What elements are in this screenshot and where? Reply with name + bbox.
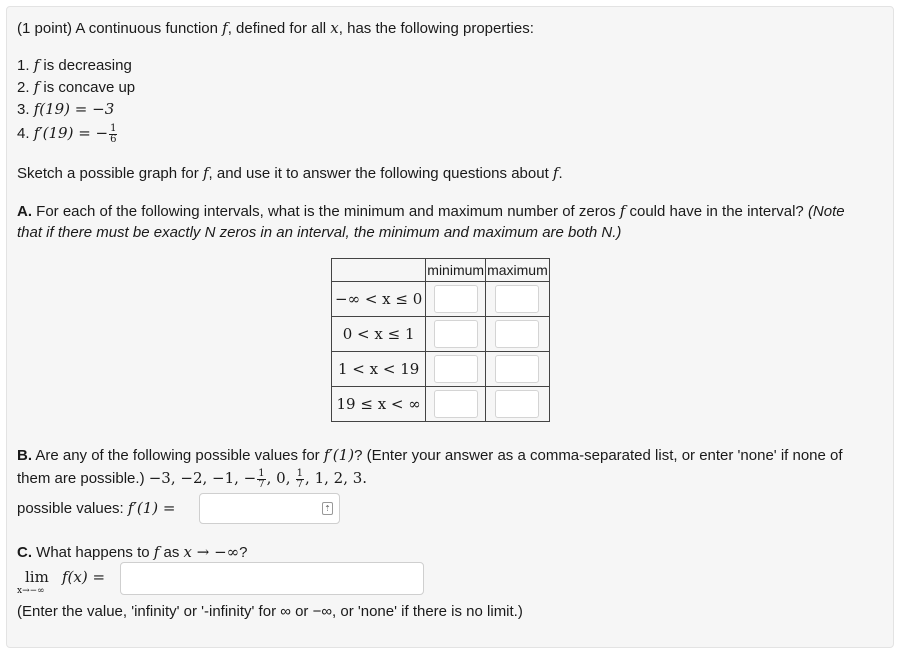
part-b-label: B. [17, 447, 32, 464]
part-c-help: (Enter the value, 'infinity' or '-infinity' for ∞ or −∞, or 'none' if there is no limit.) [17, 603, 523, 620]
zeros-table [331, 258, 550, 422]
possible-values-input[interactable] [199, 493, 340, 524]
part-a-pre: For each of the following intervals, what is the minimum and maximum number of zeros [36, 203, 616, 220]
sketch-end: . [558, 165, 563, 182]
part-c-mid: as [163, 544, 180, 561]
intro-f: f [222, 19, 228, 37]
part-b-question [17, 445, 843, 466]
property-text: is concave up [43, 79, 136, 96]
limit-subscript: x→−∞ [17, 586, 45, 596]
part-c-f: f [153, 543, 160, 561]
part-a-note-start: (Note [807, 203, 845, 220]
intro-tail: , has the following properties: [338, 20, 534, 37]
max-cell [486, 317, 550, 352]
min-cell [426, 282, 486, 317]
min-input[interactable] [434, 320, 478, 348]
part-c-end: ? [239, 544, 248, 561]
part-a-note [17, 223, 621, 243]
sketch-pre: Sketch a possible graph for [17, 165, 199, 182]
intro-lead: A continuous function [75, 20, 218, 37]
fraction-denominator: 7 [296, 478, 304, 490]
part-a-post: could have in the interval? [629, 203, 804, 220]
part-a-label: A. [17, 203, 32, 220]
fraction-numerator: 1 [258, 467, 265, 479]
property-1 [17, 55, 132, 76]
interval-label: 19 ≤ x < ∞ [332, 387, 426, 422]
min-input[interactable] [434, 390, 478, 418]
property-math: f [33, 78, 40, 96]
part-b-line2: them are possible.) [17, 470, 145, 487]
table-row [332, 282, 550, 317]
values-part2: , 0, [266, 469, 291, 487]
part-b-values [17, 468, 367, 490]
intro-x: x [330, 19, 339, 37]
min-cell [426, 317, 486, 352]
header-maximum: maximum [486, 259, 550, 282]
sketch-line [17, 163, 563, 184]
intro-mid: , defined for all [227, 20, 327, 37]
answer-math: f′(1) = [127, 499, 176, 517]
part-c-pre: What happens to [36, 544, 150, 561]
max-input[interactable] [495, 390, 539, 418]
fraction-numerator: 1 [296, 467, 304, 479]
part-b-math: f′(1) [323, 446, 355, 464]
part-a-f: f [619, 202, 626, 220]
table-row [332, 352, 550, 387]
min-input[interactable] [434, 355, 478, 383]
fraction [109, 124, 117, 145]
interval-label: −∞ < x ≤ 0 [332, 282, 426, 317]
property-3 [17, 99, 114, 120]
property-math: f [33, 56, 40, 74]
property-math: f(19) = −3 [33, 100, 115, 118]
values-part1: −3, −2, −1, − [148, 469, 257, 487]
part-b-post: ? (Enter your answer as a comma-separated list, or enter 'none' if none of [354, 447, 843, 464]
min-cell [426, 352, 486, 387]
limit-expression: f(x) = [62, 568, 106, 586]
property-num: 1. [17, 57, 30, 74]
header-minimum: minimum [426, 259, 486, 282]
fraction-numerator: 1 [110, 122, 117, 134]
min-input[interactable] [434, 285, 478, 313]
max-cell [486, 282, 550, 317]
property-num: 3. [17, 101, 30, 118]
sketch-mid: , and use it to answer the following questions about [208, 165, 549, 182]
part-a-question [17, 201, 845, 222]
max-input[interactable] [495, 285, 539, 313]
table-row [332, 317, 550, 352]
property-num: 2. [17, 79, 30, 96]
limit-input[interactable] [120, 562, 424, 595]
answer-label: possible values: [17, 500, 124, 517]
max-cell [486, 387, 550, 422]
fraction [296, 469, 304, 490]
max-input[interactable] [495, 355, 539, 383]
intro-line [17, 18, 534, 39]
min-cell [426, 387, 486, 422]
table-corner [332, 259, 426, 282]
sketch-f2: f [552, 164, 559, 182]
property-num: 4. [17, 125, 30, 142]
max-input[interactable] [495, 320, 539, 348]
property-math: f′(19) = − [33, 124, 109, 142]
interval-label: 1 < x < 19 [332, 352, 426, 387]
property-text: is decreasing [43, 57, 132, 74]
part-b-pre: Are any of the following possible values for [35, 447, 320, 464]
interval-label: 0 < x ≤ 1 [332, 317, 426, 352]
property-2 [17, 77, 135, 98]
max-cell [486, 352, 550, 387]
fraction-denominator: 7 [258, 478, 265, 490]
part-c-label: C. [17, 544, 32, 561]
part-c-question [17, 542, 248, 563]
part-b-answer-label [17, 498, 175, 519]
points-label: (1 point) [17, 20, 73, 37]
part-a-note-end: that if there must be exactly N zeros in an interval, the minimum and maximum are both N.) [17, 224, 622, 241]
fraction-denominator: 6 [110, 133, 117, 145]
table-row [332, 387, 550, 422]
property-4 [17, 123, 118, 145]
sketch-f1: f [202, 164, 209, 182]
table-header-row [332, 259, 550, 282]
fraction [257, 469, 265, 490]
part-c-math: x → −∞ [183, 543, 240, 561]
limit-symbol: lim [25, 568, 49, 586]
values-part3: , 1, 2, 3. [305, 469, 368, 487]
equation-editor-icon[interactable]: ⇡ [322, 502, 333, 515]
